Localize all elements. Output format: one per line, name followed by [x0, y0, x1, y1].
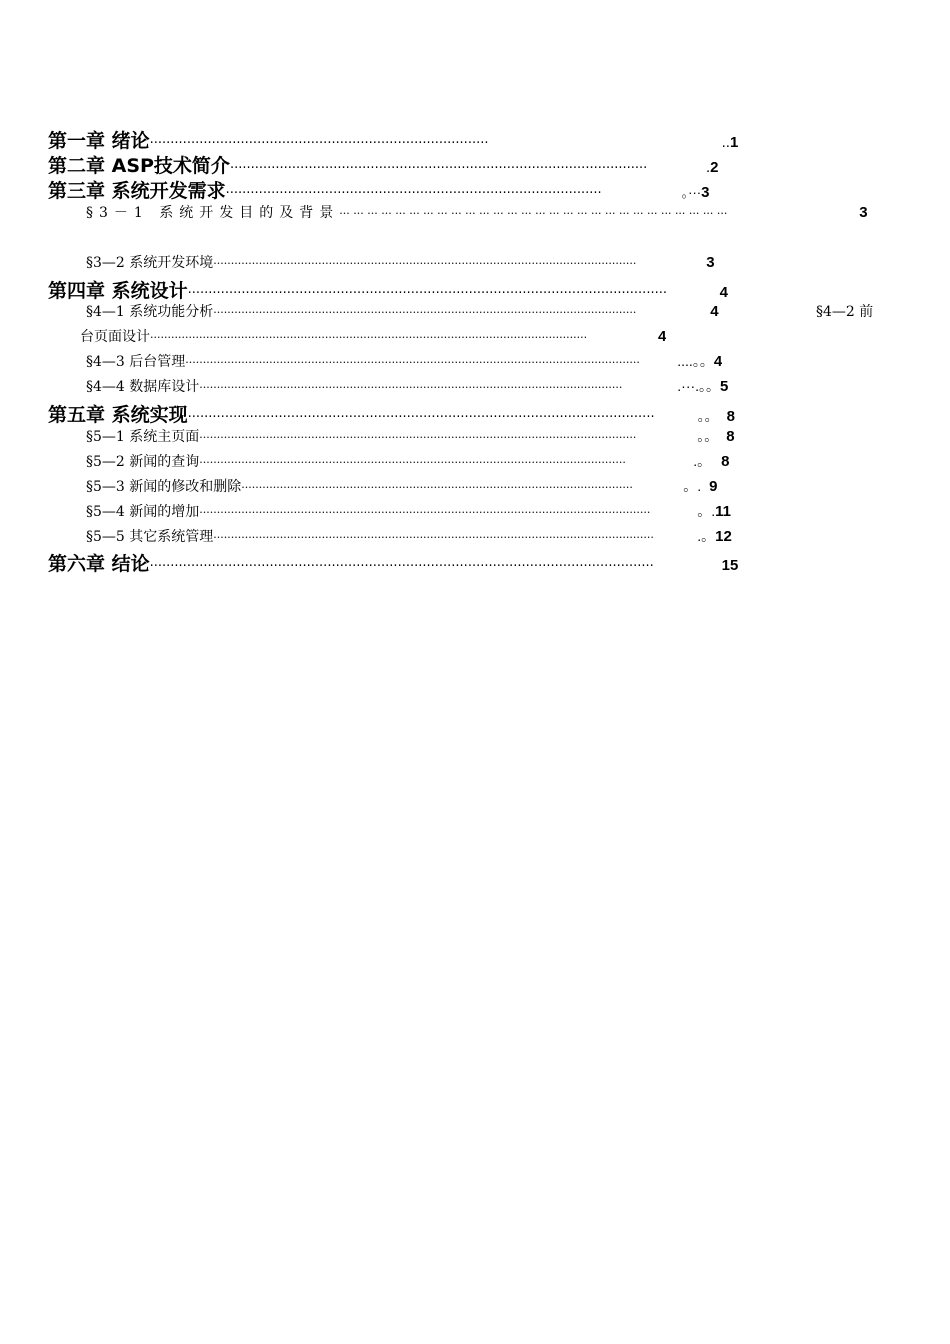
toc-leader-dots: ································································································································· — [199, 506, 651, 519]
toc-entry-chapter-2 — [48, 151, 718, 175]
toc-entry-section-4-2-start: §4—2 前 — [816, 304, 874, 320]
toc-title: §5—1 系统主页面 — [86, 429, 200, 445]
toc-page-number: 4 — [658, 328, 667, 345]
toc-leader-extra: .. — [721, 134, 730, 150]
toc-page-number: 4 — [713, 353, 723, 370]
toc-title: 第一章 绪论 — [48, 130, 150, 150]
toc-title: 第六章 结论 — [48, 553, 150, 573]
toc-leader-extra: ....。。 — [677, 353, 714, 369]
toc-leader-extra: 。··· — [681, 185, 702, 200]
toc-leader-extra: . — [705, 159, 711, 175]
toc-leader-dots: ·································································································································· — [185, 356, 640, 369]
toc-page-number: 9 — [709, 478, 718, 495]
toc-page-number: 8 — [721, 453, 730, 470]
toc-title: §5—3 新闻的修改和删除 — [86, 479, 242, 495]
toc-leader-dots: ··· ··· ··· ··· ··· ··· ··· ··· ··· ··· ··· ··· ··· ··· ··· ··· ··· ··· ··· ··· ··· ··· ··· ··· ··· ··· ··· ··· — [339, 207, 728, 220]
toc-title: 第四章 系统设计 — [48, 280, 188, 300]
toc-entry-section-4-4 — [86, 376, 728, 396]
toc-leader-dots: ·························································································································· — [149, 559, 654, 573]
toc-entry-section-4-2 — [80, 326, 666, 346]
toc-title: 第三章 系统开发需求 — [48, 180, 226, 200]
toc-entry-section-3-1 — [86, 202, 868, 222]
toc-title: §5—5 其它系统管理 — [86, 529, 214, 545]
toc-leader-dots: ················································································································ — [241, 481, 633, 494]
toc-page-number: 8 — [726, 408, 735, 424]
toc-leader-dots: ··························································································· — [225, 186, 602, 200]
toc-leader-extra: .。 — [697, 528, 716, 544]
toc-leader-dots: ·················································································· — [149, 136, 489, 150]
toc-title: §3—2 系统开发环境 — [86, 255, 214, 271]
toc-entry-section-4-1 — [86, 301, 719, 321]
toc-entry-chapter-4 — [48, 276, 728, 300]
toc-title: §4—4 数据库设计 — [86, 379, 200, 395]
toc-page-number: 2 — [710, 159, 719, 175]
toc-title: 第二章 ASP技术简介 — [48, 155, 230, 175]
toc-leader-dots: ························································································································· — [213, 257, 637, 270]
toc-page-number: 4 — [710, 303, 719, 320]
toc-leader-extra: .···.。。 — [677, 378, 721, 394]
toc-entry-chapter-6 — [48, 549, 738, 573]
toc-page-number: 3 — [701, 184, 710, 200]
toc-leader-dots: ····························································································································· — [199, 431, 637, 444]
toc-title: §4—1 系统功能分析 — [86, 304, 214, 320]
toc-page-number: 5 — [720, 378, 729, 395]
toc-leader-extra: 。. — [697, 503, 716, 519]
toc-leader-dots: ···················································································································· — [187, 286, 667, 300]
toc-title: 台页面设计 — [80, 329, 150, 345]
toc-title: §4—3 后台管理 — [86, 354, 186, 370]
toc-entry-section-5-4 — [86, 501, 731, 521]
toc-entry-section-4-3 — [86, 351, 722, 371]
toc-page-number: 3 — [706, 254, 715, 271]
toc-leader-extra: 。。 — [697, 428, 719, 444]
toc-page-number: 4 — [719, 284, 728, 300]
toc-title: §5—4 新闻的增加 — [86, 504, 200, 520]
toc-page-number: 11 — [715, 503, 732, 520]
toc-page-number: 3 — [859, 204, 868, 221]
toc-entry-chapter-3 — [48, 176, 709, 200]
toc-leader-dots: ····································································································· — [229, 161, 648, 175]
toc-leader-dots: ················································································································· — [187, 410, 655, 424]
toc-title: §5—2 新闻的查询 — [86, 454, 200, 470]
toc-entry-section-5-2 — [86, 451, 730, 471]
toc-leader-dots: ························································································································· — [213, 306, 637, 319]
toc-entry-section-3-2 — [86, 252, 715, 272]
toc-leader-extra: 。. — [683, 478, 702, 494]
toc-entry-section-5-5 — [86, 526, 732, 546]
toc-entry-section-5-1 — [86, 426, 735, 446]
toc-leader-dots: ························································································································· — [199, 381, 623, 394]
toc-page-number: 15 — [721, 557, 739, 573]
toc-entry-chapter-1 — [48, 126, 738, 150]
toc-page-number: 8 — [726, 428, 735, 445]
toc-entry-section-5-3 — [86, 476, 718, 496]
toc-leader-extra: .。 — [693, 453, 712, 469]
toc-leader-extra: 。。 — [697, 408, 719, 424]
toc-page-number: 1 — [729, 134, 739, 150]
toc-page-number: 12 — [715, 528, 732, 545]
toc-leader-dots: ····························································································································· — [150, 331, 588, 344]
toc-title: 第五章 系统实现 — [48, 404, 188, 424]
toc-leader-dots: ·························································································································· — [199, 456, 626, 469]
toc-entry-chapter-5 — [48, 400, 735, 424]
toc-title: §3－1 系统开发目的及背景 — [86, 205, 340, 221]
toc-leader-dots: ······························································································································ — [213, 531, 654, 544]
